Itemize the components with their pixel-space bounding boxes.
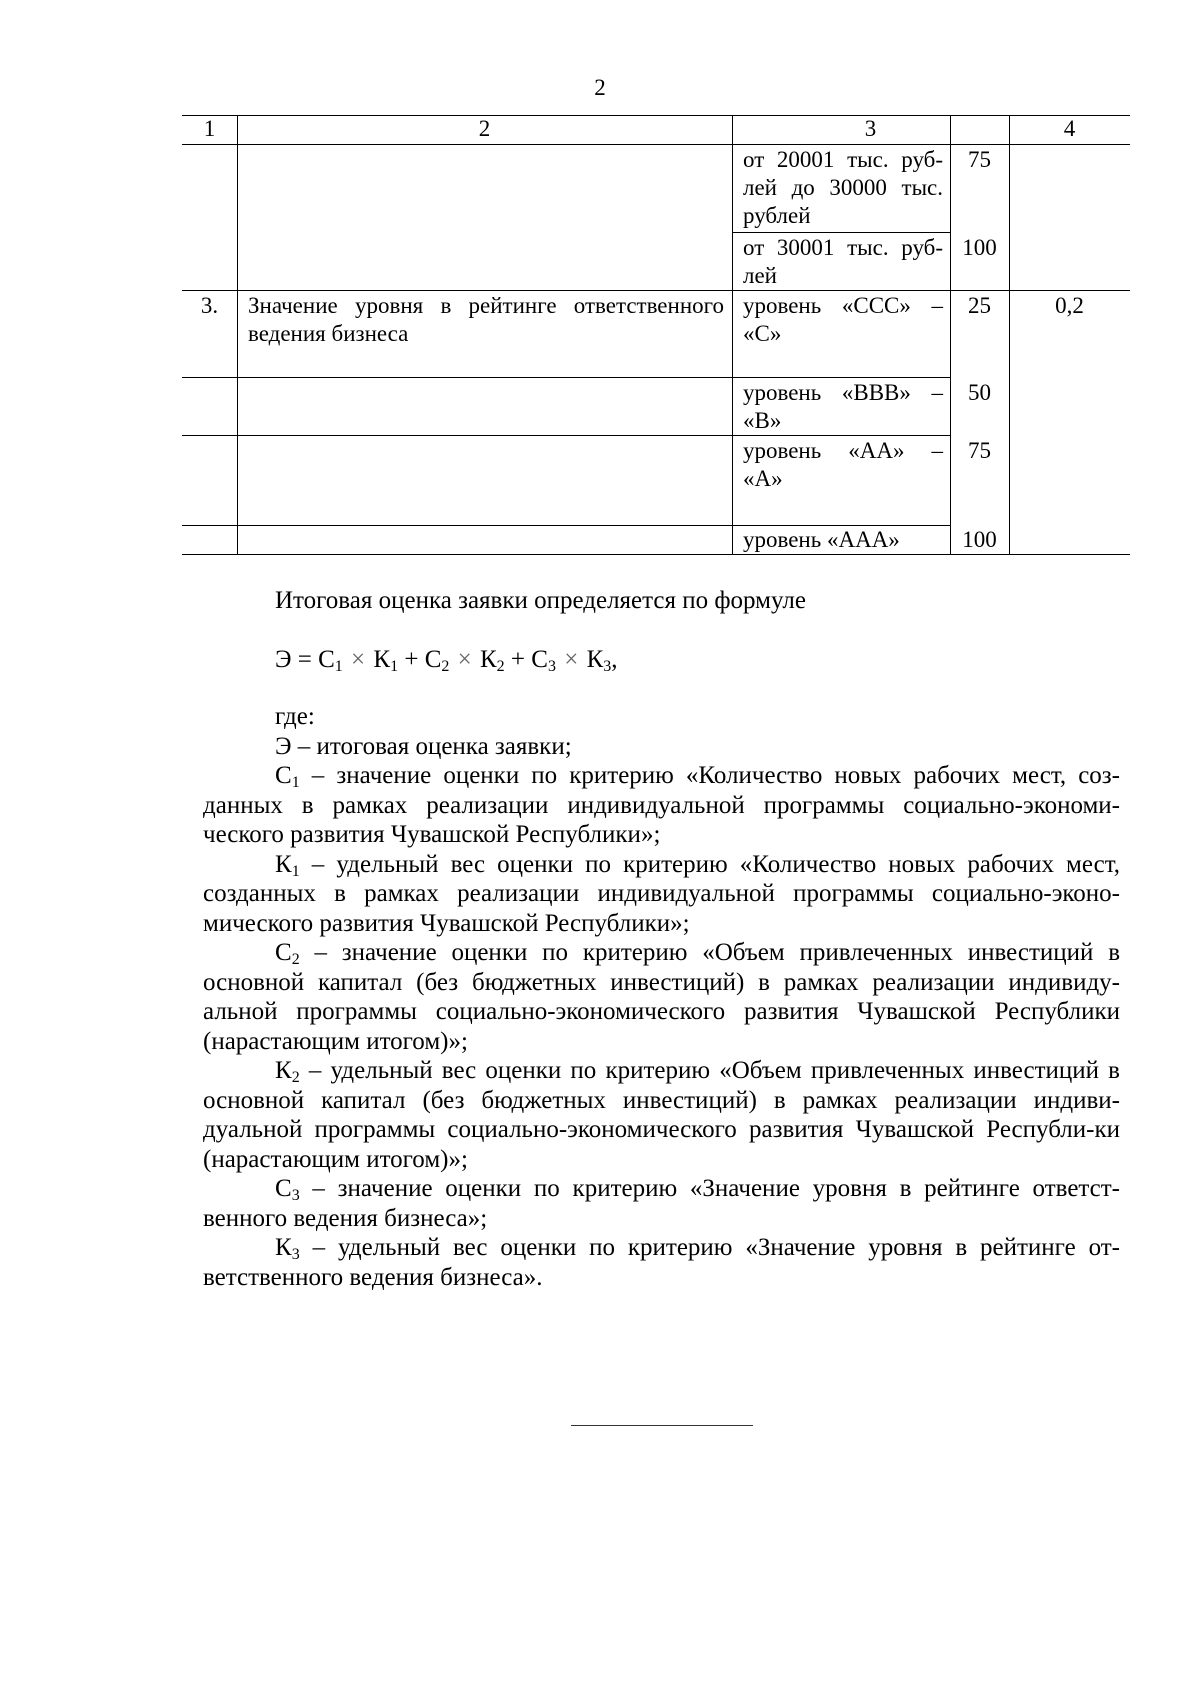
scoring-formula: $Э = С_1 \times К_1 + С_2 \times К_2 + С_3 \times К_3$, [275, 646, 618, 675]
table-header-col-4: 4 [1063, 116, 1076, 141]
criteria-table [182, 115, 1130, 555]
definition-item: $С_2$ – значение оценки по критерию «Объем привлеченных инвестиций в основной капитал (без бюджетных инвестиций) в рамках реализации индивиду-альной программы социально-экономического развития Чувашской Республики (нарастающим итогом)»; [203, 939, 1120, 1055]
end-divider [571, 1425, 753, 1426]
table-cell-level: уровень «АА» – «А» [743, 438, 943, 491]
definition-item: $С_1$ – значение оценки по критерию «Количество новых рабочих мест, соз-данных в рамках реализации индивидуальной программы социально-экономи-ческого развития Чувашской Республики»; [203, 762, 1120, 848]
table-cell-score: 25 [968, 293, 991, 318]
table-cell-score: 75 [968, 438, 991, 463]
formula-lhs: Э = С [275, 646, 335, 673]
page-number: 2 [594, 75, 606, 100]
definition-item: $К_2$ – удельный вес оценки по критерию «Объем привлеченных инвестиций в основной капитал (без бюджетных инвестиций) в рамках реализации индиви-дуальной программы социально-экономического развития Чувашской Республи-ки (нарастающим итогом)»; [203, 1057, 1120, 1173]
table-header-col-2: 2 [478, 116, 491, 141]
table-cell-number: 3. [200, 293, 219, 318]
table-header-col-3: 3 [864, 116, 877, 141]
table-cell-level: уровень «ААА» [743, 527, 900, 552]
definitions-block [203, 702, 1120, 1292]
table-cell-score: 100 [962, 235, 997, 260]
table-cell-score: 50 [968, 380, 991, 405]
table-cell-level: от 30001 тыс. руб-лей [743, 235, 943, 288]
table-cell-level: уровень «ССС» – «С» [743, 293, 943, 346]
table-cell-score: 75 [968, 147, 991, 172]
where-label: где: [275, 703, 315, 730]
intro-text: Итоговая оценка заявки определяется по формуле [275, 587, 806, 614]
definition-item: $К_3$ – удельный вес оценки по критерию «Значение уровня в рейтинге от-ветственного ведения бизнеса». [203, 1234, 1120, 1291]
table-cell-level: уровень «ВВВ» – «В» [743, 380, 943, 433]
table-header-col-1: 1 [203, 116, 216, 141]
table-cell-level: от 20001 тыс. руб-лей до 30000 тыс. рублей [743, 147, 943, 228]
definition-item: $С_3$ – значение оценки по критерию «Значение уровня в рейтинге ответст-венного ведения бизнеса»; [203, 1175, 1120, 1232]
table-cell-weight: 0,2 [1055, 293, 1084, 318]
table-cell-criterion: Значение уровня в рейтинге ответственного ведения бизнеса [248, 293, 724, 346]
definition-item: $К_1$ – удельный вес оценки по критерию «Количество новых рабочих мест, созданных в рамках реализации индивидуальной программы социально-эконо-мического развития Чувашской Республики»; [203, 850, 1120, 937]
definition-item: Э – итоговая оценка заявки; [275, 732, 572, 760]
table-cell-score: 100 [962, 527, 997, 552]
intro-paragraph [203, 586, 1120, 616]
